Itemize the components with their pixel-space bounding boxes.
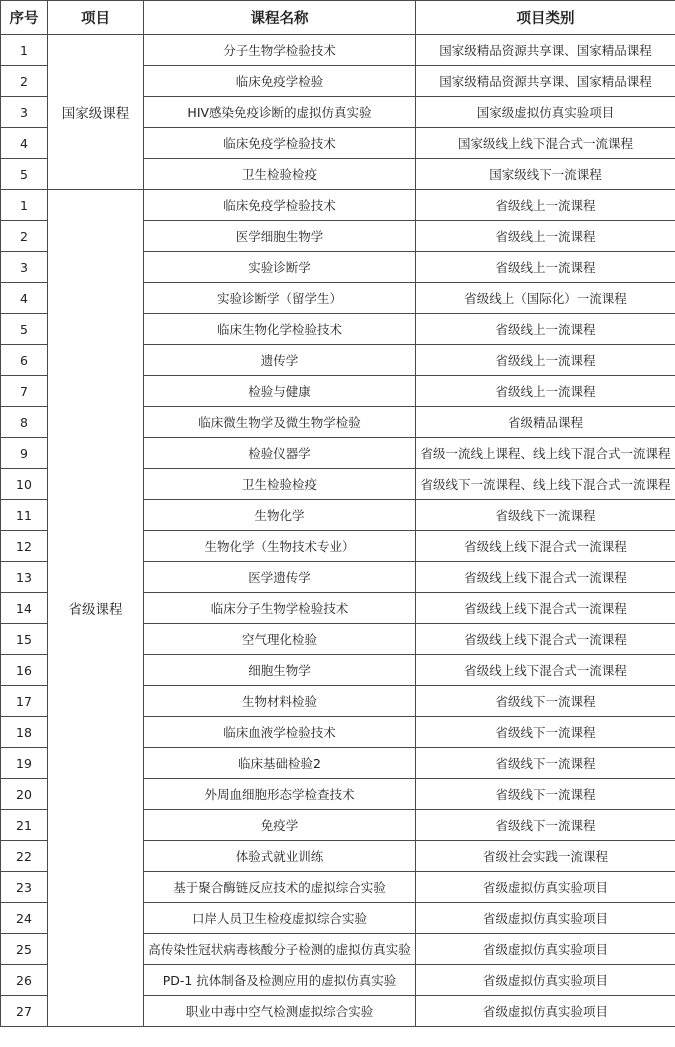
row-index: 4 [1,283,48,314]
course-category: 国家级线上线下混合式一流课程 [416,128,675,159]
row-index: 17 [1,686,48,717]
header-index: 序号 [1,1,48,35]
course-name: 医学遗传学 [144,562,416,593]
course-category: 省级虚拟仿真实验项目 [416,872,675,903]
course-category: 省级线下一流课程、线上线下混合式一流课程 [416,469,675,500]
course-name: PD-1 抗体制备及检测应用的虚拟仿真实验 [144,965,416,996]
course-level: 国家级课程 [48,35,144,190]
course-category: 省级精品课程 [416,407,675,438]
course-name: 空气理化检验 [144,624,416,655]
row-index: 4 [1,128,48,159]
course-category: 省级虚拟仿真实验项目 [416,996,675,1027]
row-index: 20 [1,779,48,810]
course-category: 省级线下一流课程 [416,779,675,810]
course-name: 临床免疫学检验技术 [144,190,416,221]
course-name: 检验仪器学 [144,438,416,469]
header-course-name: 课程名称 [144,1,416,35]
row-index: 18 [1,717,48,748]
course-category: 国家级虚拟仿真实验项目 [416,97,675,128]
course-category: 省级线下一流课程 [416,748,675,779]
row-index: 26 [1,965,48,996]
row-index: 1 [1,190,48,221]
row-index: 16 [1,655,48,686]
course-name: 遗传学 [144,345,416,376]
course-category: 省级虚拟仿真实验项目 [416,965,675,996]
course-category: 省级社会实践一流课程 [416,841,675,872]
header-category: 项目类别 [416,1,675,35]
course-category: 省级线上（国际化）一流课程 [416,283,675,314]
course-name: 临床分子生物学检验技术 [144,593,416,624]
course-category: 省级线上线下混合式一流课程 [416,562,675,593]
course-name: 医学细胞生物学 [144,221,416,252]
row-index: 2 [1,221,48,252]
row-index: 12 [1,531,48,562]
row-index: 5 [1,314,48,345]
course-category: 省级线上一流课程 [416,345,675,376]
row-index: 13 [1,562,48,593]
row-index: 5 [1,159,48,190]
course-name: 生物化学（生物技术专业） [144,531,416,562]
course-name: HIV感染免疫诊断的虚拟仿真实验 [144,97,416,128]
course-name: 检验与健康 [144,376,416,407]
row-index: 11 [1,500,48,531]
course-name: 分子生物学检验技术 [144,35,416,66]
course-category: 省级线上线下混合式一流课程 [416,593,675,624]
row-index: 15 [1,624,48,655]
row-index: 2 [1,66,48,97]
course-name: 卫生检验检疫 [144,159,416,190]
course-category: 省级线下一流课程 [416,686,675,717]
row-index: 3 [1,97,48,128]
header-row [1,1,675,35]
course-name: 高传染性冠状病毒核酸分子检测的虚拟仿真实验 [144,934,416,965]
course-name: 临床基础检验2 [144,748,416,779]
course-name: 临床血液学检验技术 [144,717,416,748]
course-category: 省级线上一流课程 [416,190,675,221]
course-category: 省级线上一流课程 [416,314,675,345]
course-category: 省级一流线上课程、线上线下混合式一流课程 [416,438,675,469]
row-index: 21 [1,810,48,841]
row-index: 6 [1,345,48,376]
row-index: 10 [1,469,48,500]
row-index: 19 [1,748,48,779]
course-level: 省级课程 [48,190,144,1027]
course-category: 国家级精品资源共享课、国家精品课程 [416,66,675,97]
course-category: 国家级精品资源共享课、国家精品课程 [416,35,675,66]
row-index: 9 [1,438,48,469]
table-row [1,190,675,221]
course-category: 省级线下一流课程 [416,810,675,841]
course-name: 免疫学 [144,810,416,841]
course-category: 省级线上线下混合式一流课程 [416,655,675,686]
row-index: 22 [1,841,48,872]
course-category: 省级线上一流课程 [416,221,675,252]
row-index: 8 [1,407,48,438]
course-name: 实验诊断学（留学生） [144,283,416,314]
row-index: 14 [1,593,48,624]
course-name: 生物材料检验 [144,686,416,717]
course-name: 临床微生物学及微生物学检验 [144,407,416,438]
course-category: 省级线上线下混合式一流课程 [416,624,675,655]
header-level: 项目 [48,1,144,35]
course-category: 省级线上一流课程 [416,252,675,283]
course-name: 体验式就业训练 [144,841,416,872]
course-category: 省级虚拟仿真实验项目 [416,903,675,934]
course-category: 省级线上线下混合式一流课程 [416,531,675,562]
course-category: 省级线下一流课程 [416,717,675,748]
row-index: 23 [1,872,48,903]
course-name: 生物化学 [144,500,416,531]
row-index: 24 [1,903,48,934]
course-name: 外周血细胞形态学检查技术 [144,779,416,810]
course-name: 临床生物化学检验技术 [144,314,416,345]
course-name: 临床免疫学检验技术 [144,128,416,159]
course-name: 口岸人员卫生检疫虚拟综合实验 [144,903,416,934]
course-name: 基于聚合酶链反应技术的虚拟综合实验 [144,872,416,903]
table-row [1,35,675,66]
course-category: 省级虚拟仿真实验项目 [416,934,675,965]
table-body [1,35,675,1027]
row-index: 27 [1,996,48,1027]
course-name: 细胞生物学 [144,655,416,686]
course-name: 临床免疫学检验 [144,66,416,97]
course-name: 实验诊断学 [144,252,416,283]
row-index: 1 [1,35,48,66]
course-category: 省级线下一流课程 [416,500,675,531]
course-category: 国家级线下一流课程 [416,159,675,190]
course-category: 省级线上一流课程 [416,376,675,407]
row-index: 3 [1,252,48,283]
row-index: 7 [1,376,48,407]
row-index: 25 [1,934,48,965]
course-name: 卫生检验检疫 [144,469,416,500]
course-name: 职业中毒中空气检测虚拟综合实验 [144,996,416,1027]
